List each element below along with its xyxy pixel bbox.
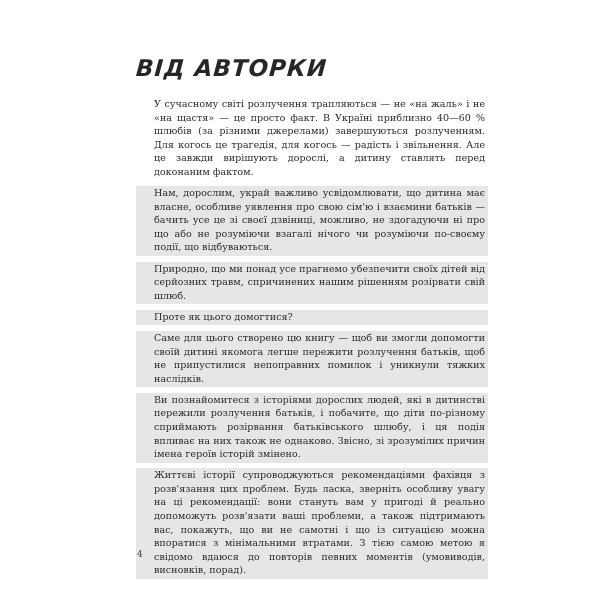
body-text (136, 97, 488, 585)
paragraph-3: Природно, що ми понад усе прагнемо убезпечити своїх дітей від серйозних травм, спричинених нашим рішенням розірвати свій шлюб. (136, 262, 488, 305)
paragraph-1: У сучасному світі розлучення трапляються — не «на жаль» і не «на щастя» — це просто факт. В Україні приблизно 40—60 % шлюбів (за різними джерелами) завершуються розлученням. Для когось це трагедія, для когось — радість і звільнення. Але це завжди вирішують дорослі, а дитину ставлять перед доконаним фактом. (154, 99, 485, 178)
paragraph-7: Життєві історії супроводжуються рекомендаціями фахівця з розв'язання цих проблем. Будь ласка, зверніть особливу увагу на ці рекомендації: вони стануть вам у пригоді й реально допоможуть розв'язати ваші проблеми, а також підтримають вас, покажуть, що ви не самотні і що із ситуацією можна впоратися з мінімальними втратами. З тією самою метою я свідомо вдаюся до повторів певних моментів (умовиводів, висновків, порад). (136, 468, 488, 579)
page-number: 4 (137, 550, 143, 560)
paragraph-2: Нам, дорослим, украй важливо усвідомлювати, що дитина має власне, особливе уявлення про свою сім'ю і взаємини батьків — бачить усе це зі своєї дзвіниці, можливо, не здогадуючи ні про що або не розуміючи взагалі нічого чи розуміючи по-своєму події, що відбуваються. (136, 186, 488, 256)
paragraph-5: Саме для цього створено цю книгу — щоб ви змогли допомогти своїй дитині якомога легше пережити розлучення батьків, щоб не припустилися непоправних помилок і уникнули тяжких наслідків. (136, 331, 488, 387)
paragraph-6: Ви познайомитеся з історіями дорослих людей, які в дитинстві пережили розлучення батьків, і побачите, що діти по-різному сприймають розірвання батьківського шлюбу, і ця подія впливає на них також не однаково. Звісно, зі зрозумілих причин імена героїв історій змінено. (136, 393, 488, 463)
page-heading: ВІД АВТОРКИ (135, 56, 328, 82)
paragraph-4: Проте як цього домогтися? (136, 310, 488, 326)
